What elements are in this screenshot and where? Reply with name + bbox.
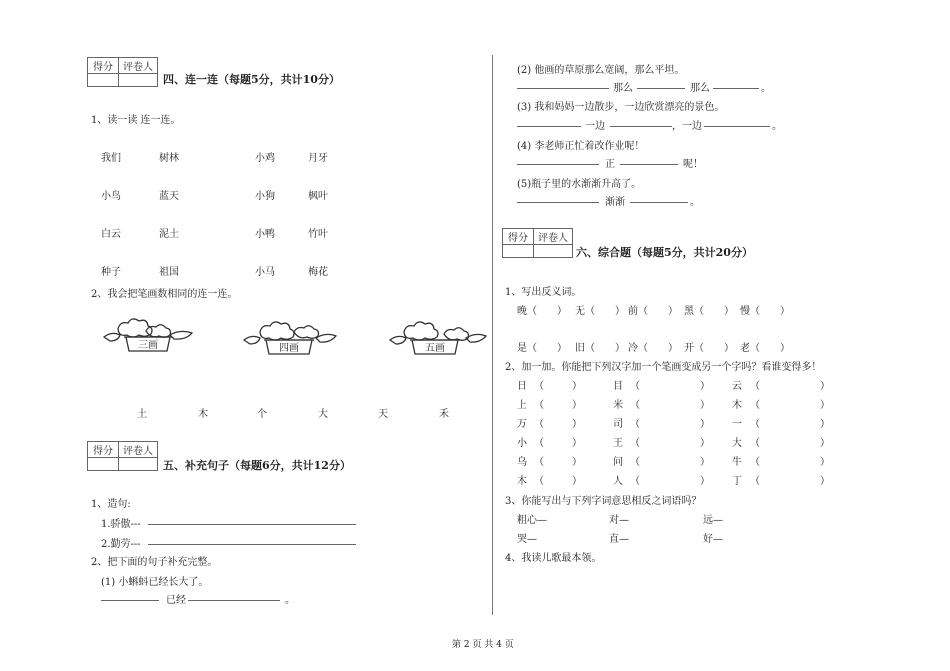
answer-line[interactable] xyxy=(630,202,688,203)
page-footer: 第 2 页 共 4 页 xyxy=(452,640,514,650)
answer-line[interactable] xyxy=(101,600,159,601)
r-p2-b: 那么 xyxy=(690,83,710,94)
antonym-2-5[interactable]: 老（ ） xyxy=(740,343,790,354)
answer-blank-close[interactable]: ） xyxy=(820,457,830,468)
answer-blank-open[interactable]: （ xyxy=(534,476,544,487)
answer-line[interactable] xyxy=(610,126,672,127)
answer-line[interactable] xyxy=(637,88,685,89)
s6-q4: 4、我读儿歌最本领。 xyxy=(505,553,602,564)
word-3-4[interactable]: 小马 xyxy=(255,267,275,278)
char-3[interactable]: 个 xyxy=(257,409,267,420)
s5-item-2: 2.勤劳--- xyxy=(101,539,141,550)
s5-p1: (1) 小蝌蚪已经长大了。 xyxy=(101,577,209,588)
answer-blank-open[interactable]: （ xyxy=(750,457,760,468)
answer-blank-open[interactable]: （ xyxy=(750,476,760,487)
answer-blank-open[interactable]: （ xyxy=(630,400,640,411)
add-char: 丁 xyxy=(732,476,742,487)
answer-blank-close[interactable]: ） xyxy=(572,476,582,487)
answer-line[interactable] xyxy=(517,88,609,89)
score-label: 得分 xyxy=(88,58,119,74)
antonym-1-1[interactable]: 晚（ ） xyxy=(517,306,567,317)
answer-blank-open[interactable]: （ xyxy=(534,381,544,392)
r-p3-c: 。 xyxy=(772,121,782,132)
answer-blank-close[interactable]: ） xyxy=(820,381,830,392)
char-1[interactable]: 土 xyxy=(137,409,147,420)
antonym-1-4[interactable]: 黑（ ） xyxy=(684,306,734,317)
word-4-4[interactable]: 梅花 xyxy=(308,267,328,278)
answer-line[interactable] xyxy=(148,544,356,545)
answer-blank-close[interactable]: ） xyxy=(572,438,582,449)
answer-blank-close[interactable]: ） xyxy=(700,381,710,392)
grader-label: 评卷人 xyxy=(534,229,573,245)
pot-label-1: 三画 xyxy=(138,340,158,351)
answer-line[interactable] xyxy=(713,88,759,89)
answer-line[interactable] xyxy=(704,126,770,127)
char-2[interactable]: 木 xyxy=(198,409,208,420)
answer-blank-open[interactable]: （ xyxy=(630,419,640,430)
word-2-3[interactable]: 泥土 xyxy=(159,229,179,240)
add-char: 王 xyxy=(613,438,623,449)
r-p4-a: 正 xyxy=(605,159,615,170)
answer-line[interactable] xyxy=(517,164,599,165)
answer-blank-open[interactable]: （ xyxy=(750,438,760,449)
char-5[interactable]: 天 xyxy=(378,409,388,420)
s4-q2: 2、我会把笔画数相同的连一连。 xyxy=(91,289,238,300)
answer-blank-open[interactable]: （ xyxy=(750,419,760,430)
r-p3-b: ，一边 xyxy=(672,121,702,132)
s5-p1-a: 已经 xyxy=(166,595,186,606)
s5-q2: 2、把下面的句子补充完整。 xyxy=(91,557,218,568)
s6-q2: 2、加一加。你能把下列汉字加一个笔画变成另一个字吗？看谁变得多！ xyxy=(505,362,822,373)
section-6-title: 六、综合题（每题5分，共计20分） xyxy=(576,246,753,259)
word-1-2[interactable]: 小鸟 xyxy=(101,191,121,202)
add-char: 小 xyxy=(517,438,527,449)
char-4[interactable]: 大 xyxy=(318,409,328,420)
answer-blank-close[interactable]: ） xyxy=(572,381,582,392)
section-4-title: 四、连一连（每题5分，共计10分） xyxy=(163,73,340,86)
add-char: 云 xyxy=(732,381,742,392)
s6-q3: 3、你能写出与下列字词意思相反之词语吗？ xyxy=(505,496,702,507)
answer-blank-close[interactable]: ） xyxy=(820,438,830,449)
grader-label: 评卷人 xyxy=(119,58,158,74)
add-char: 乌 xyxy=(517,457,527,468)
word-2-1[interactable]: 树林 xyxy=(159,153,179,164)
r-p5-a: 渐渐 xyxy=(605,197,625,208)
antonym-1-5[interactable]: 慢（ ） xyxy=(740,306,790,317)
answer-blank-open[interactable]: （ xyxy=(630,381,640,392)
s4-q1: 1、读一读 连一连。 xyxy=(91,115,181,126)
opposite-2-3[interactable]: 好— xyxy=(703,534,723,545)
antonym-1-2[interactable]: 无（ ） xyxy=(575,306,625,317)
opposite-1-3[interactable]: 远— xyxy=(703,515,723,526)
answer-blank-close[interactable]: ） xyxy=(572,400,582,411)
answer-blank-close[interactable]: ） xyxy=(820,400,830,411)
r-p5-b: 。 xyxy=(690,197,700,208)
answer-blank-open[interactable]: （ xyxy=(534,400,544,411)
s5-p1-b: 。 xyxy=(285,595,295,606)
add-char: 日 xyxy=(517,381,527,392)
answer-line[interactable] xyxy=(188,600,280,601)
opposite-1-2[interactable]: 对— xyxy=(609,515,629,526)
add-char: 司 xyxy=(613,419,623,430)
word-1-3[interactable]: 白云 xyxy=(101,229,121,240)
add-char: 一 xyxy=(732,419,742,430)
answer-blank-close[interactable]: ） xyxy=(700,400,710,411)
score-box-s5 xyxy=(87,441,158,471)
word-2-2[interactable]: 蓝天 xyxy=(159,191,179,202)
answer-blank-open[interactable]: （ xyxy=(534,419,544,430)
add-char: 牛 xyxy=(732,457,742,468)
add-char: 问 xyxy=(613,457,623,468)
answer-blank-open[interactable]: （ xyxy=(534,457,544,468)
antonym-2-1[interactable]: 是（ ） xyxy=(517,343,567,354)
s5-q1: 1、造句: xyxy=(91,499,131,510)
r-p4-b: 呢！ xyxy=(683,159,703,170)
score-box-s6 xyxy=(502,228,573,258)
opposite-1-1[interactable]: 粗心— xyxy=(517,515,547,526)
word-3-1[interactable]: 小鸡 xyxy=(255,153,275,164)
answer-blank-open[interactable]: （ xyxy=(750,400,760,411)
answer-line[interactable] xyxy=(148,524,356,525)
add-char: 木 xyxy=(732,400,742,411)
add-char: 目 xyxy=(613,381,623,392)
answer-blank-close[interactable]: ） xyxy=(700,476,710,487)
word-1-4[interactable]: 种子 xyxy=(101,267,121,278)
word-1-1[interactable]: 我们 xyxy=(101,153,121,164)
word-4-3[interactable]: 竹叶 xyxy=(308,229,328,240)
word-3-2[interactable]: 小狗 xyxy=(255,191,275,202)
answer-line[interactable] xyxy=(517,202,599,203)
answer-blank-close[interactable]: ） xyxy=(572,457,582,468)
word-4-1[interactable]: 月牙 xyxy=(308,153,328,164)
r-p2-a: 那么 xyxy=(613,83,633,94)
answer-blank-close[interactable]: ） xyxy=(572,419,582,430)
answer-blank-close[interactable]: ） xyxy=(700,438,710,449)
opposite-2-1[interactable]: 哭— xyxy=(517,534,537,545)
add-char: 木 xyxy=(517,476,527,487)
answer-blank-close[interactable]: ） xyxy=(700,419,710,430)
add-char: 万 xyxy=(517,419,527,430)
add-char: 人 xyxy=(613,476,623,487)
r-p3: (3) 我和妈妈一边散步，一边欣赏漂亮的景色。 xyxy=(517,102,725,113)
word-2-4[interactable]: 祖国 xyxy=(159,267,179,278)
answer-line[interactable] xyxy=(620,164,678,165)
r-p2: (2) 他画的草原那么宽阔，那么平坦。 xyxy=(517,65,685,76)
flowerpot-icon xyxy=(388,318,488,360)
antonym-2-2[interactable]: 旧（ ） xyxy=(575,343,625,354)
answer-blank-close[interactable]: ） xyxy=(700,457,710,468)
score-label: 得分 xyxy=(503,229,534,245)
pot-label-2: 四画 xyxy=(279,343,299,354)
char-6[interactable]: 禾 xyxy=(439,409,449,420)
r-p2-c: 。 xyxy=(761,83,771,94)
section-5-title: 五、补充句子（每题6分，共计12分） xyxy=(163,459,351,472)
word-4-2[interactable]: 枫叶 xyxy=(308,191,328,202)
flowerpot-icon xyxy=(100,315,200,357)
answer-blank-open[interactable]: （ xyxy=(630,476,640,487)
word-3-3[interactable]: 小鸭 xyxy=(255,229,275,240)
add-char: 大 xyxy=(732,438,742,449)
s5-item-1: 1.骄傲--- xyxy=(101,519,141,530)
grader-label: 评卷人 xyxy=(119,442,158,458)
r-p3-a: 一边 xyxy=(585,121,605,132)
pot-label-3: 五画 xyxy=(425,343,445,354)
answer-blank-open[interactable]: （ xyxy=(630,457,640,468)
answer-blank-open[interactable]: （ xyxy=(534,438,544,449)
answer-blank-close[interactable]: ） xyxy=(820,476,830,487)
antonym-1-3[interactable]: 前（ ） xyxy=(628,306,678,317)
score-box-s4 xyxy=(87,57,158,87)
s6-q1: 1、写出反义词。 xyxy=(505,287,582,298)
antonym-2-4[interactable]: 开（ ） xyxy=(684,343,734,354)
antonym-2-3[interactable]: 冷（ ） xyxy=(628,343,678,354)
column-divider xyxy=(492,55,493,615)
answer-line[interactable] xyxy=(517,126,581,127)
flowerpot-icon xyxy=(240,318,340,360)
answer-blank-open[interactable]: （ xyxy=(750,381,760,392)
add-char: 上 xyxy=(517,400,527,411)
score-label: 得分 xyxy=(88,442,119,458)
answer-blank-close[interactable]: ） xyxy=(820,419,830,430)
opposite-2-2[interactable]: 直— xyxy=(609,534,629,545)
r-p4: (4) 李老师正忙着改作业呢！ xyxy=(517,141,645,152)
add-char: 米 xyxy=(613,400,623,411)
answer-blank-open[interactable]: （ xyxy=(630,438,640,449)
r-p5: (5)瓶子里的水渐渐升高了。 xyxy=(517,179,642,190)
